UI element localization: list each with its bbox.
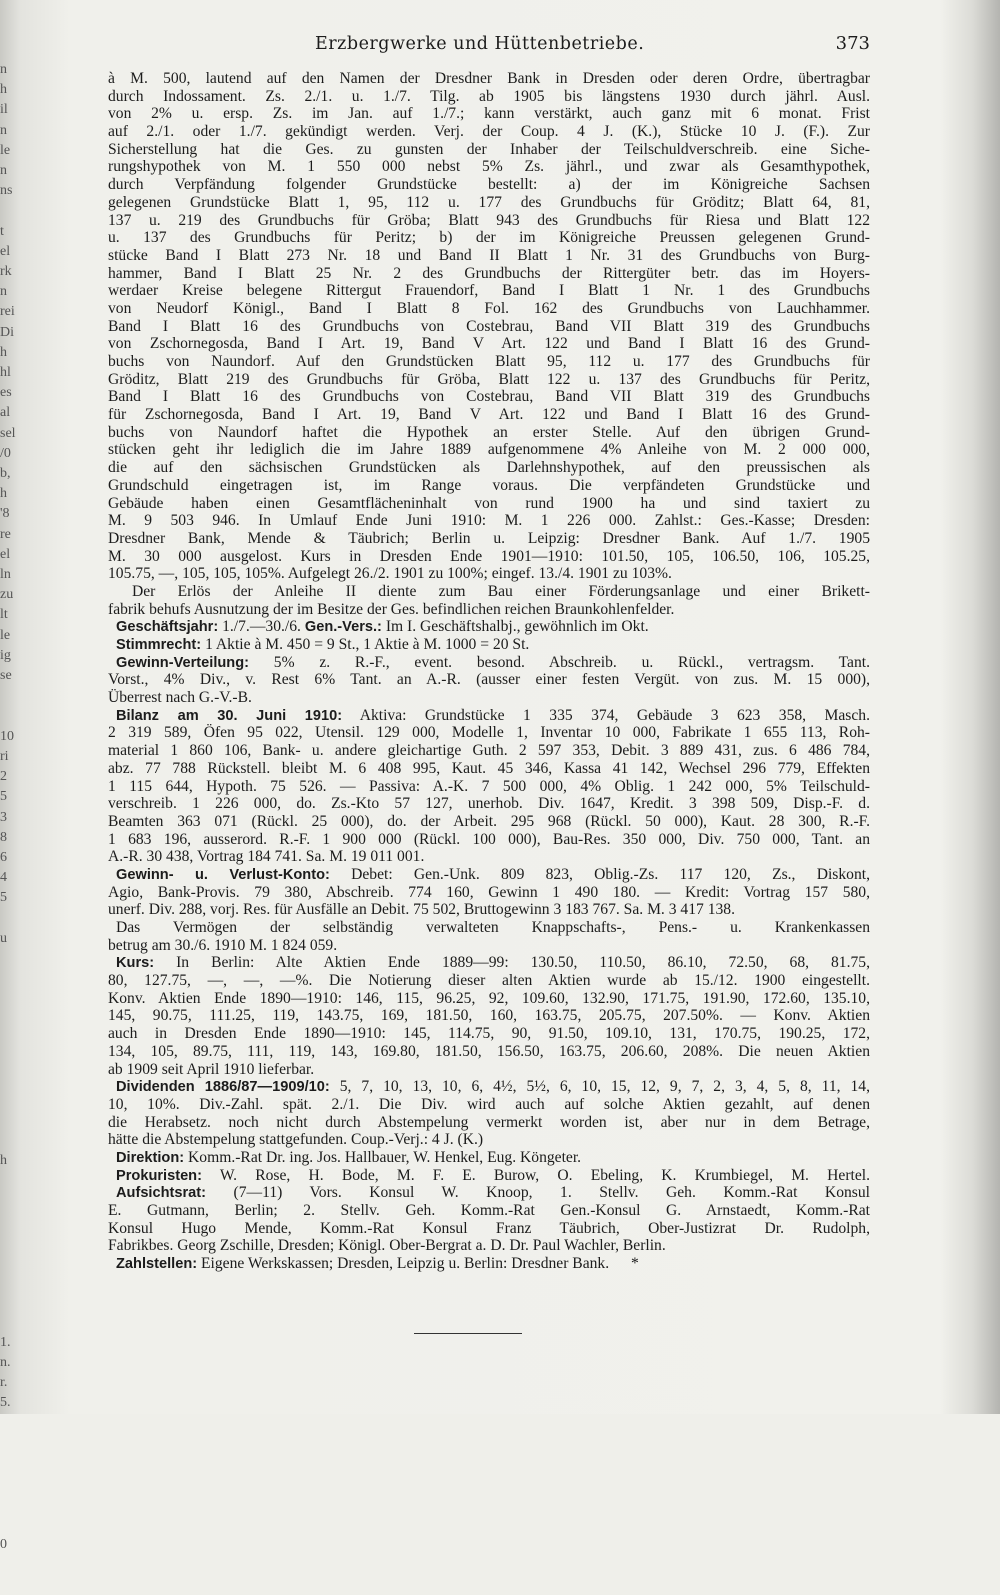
running-head-title: Erzbergwerke und Hüttenbetriebe.	[315, 34, 645, 54]
bleed-fragment: al	[0, 405, 11, 421]
line-text: Das Vermögen der selbständig verwalteten Knappschafts-, Pens.- u. Krankenkassen	[116, 919, 870, 936]
text-line	[108, 919, 870, 937]
bleed-fragment	[0, 201, 50, 221]
bleed-fragment: 1.	[0, 1334, 11, 1350]
line-text: verschreib. 1 226 000, do. Zs.-Kto 57 127, unerhob. Div. 1647, Kredit. 3 398 509, Disp.-F. d.	[108, 795, 870, 813]
text-line	[108, 1220, 870, 1238]
text-line	[108, 707, 870, 725]
line-text: In Berlin: Alte Aktien Ende 1889—99: 130.50, 110.50, 86.10, 72.50, 68, 81.75,	[176, 954, 870, 972]
bleed-fragment: 10	[0, 728, 14, 744]
line-text: 134, 105, 89.75, 111, 119, 143, 169.80, 181.50, 156.50, 163.75, 206.60, 208%. Die neuen Aktien	[108, 1042, 870, 1060]
bleed-fragment	[0, 1232, 50, 1252]
bleed-fragment: r.	[0, 1375, 8, 1391]
text-line	[108, 990, 870, 1008]
line-text: hätte die Abstempelung stattgefunden. Coup.-Verj.: 4 J. (K.)	[108, 1131, 484, 1149]
line-text: ab 1909 seit April 1910 lieferbar.	[108, 1060, 315, 1078]
geschaeftsjahr-label: Geschäftsjahr:	[116, 619, 219, 636]
line-text: 10, 10%. Div.-Zahl. spät. 2./1. Die Div. wird auch auf solche Aktien gezahlt, auf denen	[108, 1095, 870, 1113]
text-line: für Zschornegosda, Band I Art. 19, Band V Art. 122 und Band I Blatt 16 des Grund-	[108, 406, 870, 424]
bleed-fragment	[0, 1090, 50, 1110]
bleed-fragment: n	[0, 62, 7, 77]
bleed-fragment: 8	[0, 829, 7, 845]
text-line	[108, 1237, 870, 1255]
text-line	[108, 972, 870, 990]
text-line: auf 2./1. oder 1./7. gekündigt werden. Verj. der Coup. 4 J. (K.), Stücke 10 J. (F.). Zur	[108, 123, 870, 141]
bleed-fragment: ri	[0, 748, 9, 764]
bleed-fragment	[0, 1272, 50, 1292]
bleed-fragment	[0, 1010, 50, 1030]
gvk-label: Gewinn- u. Verlust-Konto:	[116, 866, 330, 883]
text-line	[108, 778, 870, 796]
bleed-fragment: el	[0, 546, 11, 562]
bleed-fragment	[0, 1555, 50, 1575]
text-line: rungshypothek von M. 1 550 000 nebst 5% Zs. jährl., und zwar als Gesamthypothek,	[108, 158, 870, 176]
geschaeftsjahr-line	[108, 618, 870, 636]
line-text: Beamten 363 071 (Rückl. 25 000), do. der Arbeit. 295 968 (Rückl. 50 000), Kaut. 28 300, R.-F.	[108, 812, 870, 830]
bleed-fragment: zu	[0, 587, 14, 603]
bleed-fragment: n.	[0, 1355, 11, 1370]
stimmrecht-line	[108, 636, 870, 654]
aufsichtsrat-label: Aufsichtsrat:	[116, 1185, 207, 1202]
line-text: 2 319 589, Öfen 95 022, Utensil. 129 000, Modelle 1, Inventar 10 000, Fabrikate 1 655 113, Roh-	[108, 724, 870, 742]
text-line	[108, 760, 870, 778]
text-line: durch Verpfändung folgender Grundstücke bestellt: a) der im Königreiche Sachsen	[108, 176, 870, 194]
bleed-fragment: ln	[0, 567, 11, 583]
bleed-fragment	[0, 1292, 50, 1312]
text-line	[108, 654, 870, 672]
page-body	[108, 70, 870, 1273]
bleed-fragment: ig	[0, 647, 11, 663]
prokuristen-text: W. Rose, H. Bode, M. F. E. Burow, O. Ebeling, K. Krumbiegel, M. Hertel.	[219, 1166, 870, 1184]
bleed-fragment: b,	[0, 466, 11, 482]
bleed-fragment: es	[0, 385, 12, 401]
bleed-fragment: Di	[0, 324, 14, 340]
bleed-fragment: h	[0, 344, 7, 360]
text-line: hammer, Band I Blatt 25 Nr. 2 des Grundbuchs der Rittergüter betr. das im Hoyers-	[108, 264, 870, 282]
bleed-fragment: 3	[0, 809, 7, 825]
text-line: von Neudorf Königl., Band I Blatt 8 Fol. 162 des Grundbuchs von Lauchhammer.	[108, 299, 870, 317]
line-text: A.-R. 30 438, Vortrag 184 741. Sa. M. 19 011 001.	[108, 848, 425, 866]
bleed-fragment	[0, 1111, 50, 1131]
line-text: betrug am 30./6. 1910 M. 1 824 059.	[108, 936, 338, 954]
bleed-fragment: rk	[0, 264, 12, 280]
dividenden-section	[108, 1078, 870, 1149]
text-line: 137 u. 219 des Grundbuchs für Gröba; Blatt 943 des Grundbuchs für Riesa und Blatt 122	[108, 211, 870, 229]
bilanz-section	[108, 707, 870, 866]
text-line: stücken geht ihr lediglich die im Jahre 1889 aufgenommene 4% Anleihe von M. 2 000 000,	[108, 441, 870, 459]
text-line	[108, 1202, 870, 1220]
bleed-fragment: se	[0, 668, 12, 684]
text-line: durch Indossament. Zs. 2./1. u. 1./7. Tilg. ab 1905 bis längstens 1930 durch jährl. Ausl.	[108, 87, 870, 105]
direktion-line	[108, 1149, 870, 1167]
text-line	[108, 901, 870, 919]
bleed-fragment	[0, 1474, 50, 1494]
text-line: buchs von Naundorf. Auf den Grundstücken Blatt 95, 112 u. 177 des Grundbuchs für	[108, 353, 870, 370]
bleed-fragment	[0, 1212, 50, 1232]
text-line	[108, 813, 870, 831]
text-line	[108, 831, 870, 849]
genvers-label: Gen.-Vers.:	[304, 619, 382, 636]
bleed-fragment: 4	[0, 870, 7, 886]
gewinn-verteilung-section	[108, 654, 870, 707]
line-text: 145, 90.75, 111.25, 119, 143.75, 169, 181.50, 160, 163.75, 205.75, 207.50%. — Konv. Aktien	[108, 1007, 870, 1025]
line-text: abz. 77 788 Rückstell. bleibt M. 6 408 995, Kaut. 45 346, Kassa 41 142, Wechsel 296 779, Effekten	[108, 759, 870, 777]
direktion-label: Direktion:	[116, 1149, 185, 1166]
line-text: Fabrikbes. Georg Zschille, Dresden; Königl. Ober-Bergrat a. D. Dr. Paul Wachler, Berlin.	[108, 1237, 666, 1255]
zahlstellen-line	[108, 1255, 870, 1273]
bleed-fragment: hl	[0, 365, 11, 381]
bleed-fragment	[0, 969, 50, 989]
line-text: unerf. Div. 288, vorj. Res. für Ausfälle an Debit. 75 502, Bruttogewinn 3 183 767. Sa. M. 3 417 138.	[108, 901, 736, 919]
bleed-fragment	[0, 1171, 50, 1191]
text-line: die auf den sächsischen Grundstücken als Darlehnshypothek, auf den preussischen als	[108, 459, 870, 477]
text-line	[108, 1078, 870, 1096]
line-text: Debet: Gen.-Unk. 809 823, Oblig.-Zs. 117 120, Zs., Diskont,	[351, 865, 870, 883]
text-line: Band I Blatt 16 des Grundbuchs von Costebrau, Band VII Blatt 319 des Grundbuchs	[108, 317, 870, 335]
text-line: werdaer Kreise belegene Rittergut Frauendorf, Band I Blatt 1 Nr. 1 des Grundbuchs	[108, 282, 870, 300]
line-text: Überrest nach G.-V.-B.	[108, 689, 252, 707]
text-line: buchs von Naundorf haftet die Hypothek an erster Stelle. Auf den übrigen Grund-	[108, 423, 870, 441]
bond-use-paragraph	[108, 583, 870, 618]
bleed-fragment: 2	[0, 769, 7, 785]
line-text: 80, 127.75, —, —, —%. Die Notierung dieser alten Aktien wurde ab 15./12. 1900 eingestellt.	[108, 972, 870, 990]
prokuristen-line	[108, 1167, 870, 1185]
line-text: Aktiva: Grundstücke 1 335 374, Gebäude 3 623 358, Masch.	[359, 706, 870, 724]
bleed-fragment	[0, 1414, 50, 1434]
bleed-fragment	[0, 1454, 50, 1474]
zahlstellen-text: Eigene Werkskassen; Dresden, Leipzig u. Berlin: Dresdner Bank.	[201, 1255, 610, 1273]
text-line: 105.75, —, 105, 105, 105%. Aufgelegt 26./2. 1901 zu 100%; eingef. 13./4. 1901 zu 103%.	[108, 565, 672, 583]
text-line	[108, 1096, 870, 1114]
stimmrecht-label: Stimmrecht:	[116, 637, 202, 653]
bleed-fragment	[0, 1070, 50, 1090]
kurs-label: Kurs:	[116, 955, 155, 972]
bilanz-label: Bilanz am 30. Juni 1910:	[116, 707, 343, 724]
gewinn-label: Gewinn-Verteilung:	[116, 654, 249, 671]
gewinn-verlust-section	[108, 866, 870, 919]
bleed-fragment: ns	[0, 183, 13, 199]
text-line	[108, 937, 870, 955]
text-line	[108, 884, 870, 902]
genvers-text: Im I. Geschäftshalbj., gewöhnlich im Okt.	[385, 618, 649, 636]
bleed-fragment	[0, 1434, 50, 1454]
bleed-fragment: /0	[0, 445, 11, 461]
bleed-fragment	[0, 1191, 50, 1211]
line-text: (7—11) Vors. Konsul W. Knoop, 1. Stellv. Geh. Komm.-Rat Konsul	[233, 1184, 870, 1202]
text-line: Dresdner Bank, Mende & Täubrich; Berlin u. Leipzig: Dresdner Bank. Auf 1./7. 1905	[108, 529, 870, 547]
text-line: Gebäude haben einen Gesamtflächeninhalt von rund 1900 ha und sind taxiert zu	[108, 494, 870, 512]
bleed-fragment	[0, 1313, 50, 1333]
text-line	[108, 724, 870, 742]
bleed-fragment: h	[0, 486, 7, 502]
text-line	[108, 795, 870, 813]
bleed-fragment: n	[0, 122, 7, 138]
text-line: gelegenen Grundstücke Blatt 1, 95, 112 u. 177 des Grundbuchs für Gröditz; Blatt 64, 81,	[108, 193, 870, 211]
prokuristen-label: Prokuristen:	[116, 1167, 202, 1184]
line-text: die Herabsetz. noch nicht durch Abstempelung vermerkt worden ist, aber nur in dem Betrage,	[108, 1113, 870, 1131]
bleed-fragment: rei	[0, 304, 15, 320]
text-line	[108, 1007, 870, 1025]
bleed-fragment	[0, 1515, 50, 1535]
text-line: von Zschornegosda, Band I Art. 19, Band V Art. 122 und Band I Blatt 16 des Grund-	[108, 335, 870, 353]
line-text: 1 683 196, ausserord. R.-F. 1 900 000 (Rückl. 100 000), Bau-Res. 350 000, Div. 750 000, Tant. an	[108, 830, 870, 848]
bleed-fragment	[0, 989, 50, 1009]
text-line	[108, 848, 870, 866]
bleed-fragment	[0, 1050, 50, 1070]
running-head	[108, 34, 870, 60]
bleed-fragment	[0, 1252, 50, 1272]
bleed-fragment	[0, 1575, 50, 1595]
line-text: E. Gutmann, Berlin; 2. Stellv. Geh. Komm.-Rat Gen.-Konsul G. Arnstaedt, Komm.-Rat	[108, 1202, 870, 1219]
text-line: Grundschuld eingetragen ist, im Range voraus. Die verpfändeten Grundstücke und	[108, 476, 870, 494]
dividenden-label: Dividenden 1886/87—1909/10:	[116, 1079, 330, 1096]
text-line: von 2% u. ersp. Zs. im Jan. auf 1./7.; kann verstärkt, auch ganz mit 6 monat. Frist	[108, 105, 870, 123]
zahlstellen-label: Zahlstellen:	[116, 1256, 198, 1273]
bleed-fragment	[0, 909, 50, 929]
bleed-fragment: le	[0, 142, 11, 158]
page-number: 373	[835, 33, 870, 54]
text-line	[108, 866, 870, 884]
text-line: u. 137 des Grundbuchs für Peritz; b) der im Königreiche Preussen gelegenen Grund-	[108, 229, 870, 247]
bleed-fragment	[0, 686, 50, 706]
bleed-fragment: h	[0, 82, 7, 98]
bleed-fragment: 0	[0, 1536, 7, 1552]
text-line: Der Erlös der Anleihe II diente zum Bau einer Förderungsanlage und einer Brikett-	[132, 582, 870, 600]
line-text: 1 115 644, Hypoth. 75 526. — Passiva: A.-K. 7 500 000, 4% Oblig. 1 242 000, 5% Teilschuld-	[108, 777, 870, 795]
bleed-fragment	[0, 1131, 50, 1151]
line-text: auch in Dresden Ende 1890—1910: 145, 114.75, 90, 91.50, 109.10, 131, 170.75, 190.25, 172,	[108, 1025, 870, 1043]
bleed-fragment: re	[0, 526, 11, 542]
line-text: material 1 860 106, Bank- u. andere gleichartige Guth. 2 597 353, Debit. 3 889 431, zus. 6 486 784,	[108, 742, 870, 760]
bleed-fragment: el	[0, 243, 11, 259]
bleed-fragment: sel	[0, 425, 16, 441]
line-text: Konv. Aktien Ende 1890—1910: 146, 115, 96.25, 92, 109.60, 132.90, 171.75, 191.90, 172.60, 135.10,	[108, 989, 870, 1007]
bleed-fragment: lt	[0, 607, 8, 623]
bleed-fragment: 5.	[0, 1395, 11, 1411]
text-line: Gröditz, Blatt 219 des Grundbuchs für Gröba, Blatt 122 u. 137 des Grundbuchs für Peritz,	[108, 370, 870, 388]
bleed-fragment: il	[0, 102, 8, 118]
asterisk-mark: *	[631, 1255, 639, 1273]
bleed-fragment	[0, 1030, 50, 1050]
text-line	[108, 1025, 870, 1043]
text-line	[108, 671, 870, 689]
previous-page-bleed	[0, 60, 50, 1552]
bleed-fragment	[0, 949, 50, 969]
line-text: 5, 7, 10, 13, 10, 6, 4½, 5½, 6, 10, 15, 12, 9, 7, 2, 3, 4, 5, 8, 11, 14,	[339, 1078, 870, 1096]
bleed-fragment: u	[0, 930, 7, 946]
kurs-section	[108, 954, 870, 1078]
geschaeftsjahr-text: 1./7.—30./6.	[222, 618, 301, 636]
bleed-fragment: n	[0, 163, 7, 179]
stimmrecht-text: 1 Aktie à M. 450 = 9 St., 1 Aktie à M. 1000 = 20 St.	[205, 636, 530, 653]
bleed-fragment	[0, 707, 50, 727]
footer-rule	[414, 1333, 522, 1334]
text-line	[108, 1131, 870, 1149]
bleed-fragment: 5	[0, 890, 7, 906]
aufsichtsrat-section	[108, 1184, 870, 1255]
text-line	[108, 742, 870, 760]
line-text: Vorst., 4% Div., v. Rest 6% Tant. an A.-R. (ausser einer festen Vergüt. von zus. M. 15 000),	[108, 671, 870, 689]
text-line	[108, 1061, 870, 1079]
text-line: M. 9 503 946. In Umlauf Ende Juni 1910: M. 1 226 000. Zahlst.: Ges.-Kasse; Dresden:	[108, 512, 870, 530]
text-line: Band I Blatt 16 des Grundbuchs von Costebrau, Band VII Blatt 319 des Grundbuchs	[108, 388, 870, 406]
text-line	[108, 954, 870, 972]
text-line	[108, 689, 870, 707]
text-line	[108, 1043, 870, 1061]
direktion-text: Komm.-Rat Dr. ing. Jos. Hallbauer, W. Henkel, Eug. Köngeter.	[188, 1148, 582, 1166]
bond-paragraph	[108, 70, 870, 583]
line-text: Agio, Bank-Provis. 79 380, Abschreib. 774 160, Gewinn 1 490 180. — Kredit: Vortrag 157 580,	[108, 883, 870, 901]
text-line	[108, 1114, 870, 1132]
bleed-fragment: '8	[0, 506, 10, 522]
bleed-fragment	[0, 1494, 50, 1514]
bleed-fragment: t	[0, 223, 4, 239]
bleed-fragment: 5	[0, 789, 7, 805]
bleed-fragment: le	[0, 627, 11, 643]
text-line: stücke Band I Blatt 273 Nr. 18 und Band II Blatt 1 Nr. 31 des Grundbuchs von Burg-	[108, 246, 870, 264]
knappschaft-paragraph	[108, 919, 870, 954]
text-line: Sicherstellung hat die Ges. zu gunsten der Inhaber der Teilschuldverschreib. eine Siche-	[108, 140, 870, 158]
text-line	[108, 1184, 870, 1202]
bleed-fragment: n	[0, 284, 7, 300]
bleed-fragment: h	[0, 1152, 7, 1168]
line-text: 5% z. R.-F., event. besond. Abschreib. u. Rückl., vertragsm. Tant.	[273, 653, 870, 671]
bleed-fragment: 6	[0, 849, 7, 865]
text-line: M. 30 000 ausgelost. Kurs in Dresden Ende 1901—1910: 101.50, 105, 106.50, 106, 105.25,	[108, 547, 870, 565]
text-line: fabrik behufs Ausnutzung der im Besitze der Ges. befindlichen reichen Braunkohlenfelder.	[108, 600, 675, 618]
text-line: à M. 500, lautend auf den Namen der Dresdner Bank in Dresden oder deren Ordre, übertragbar	[108, 70, 870, 87]
line-text: Konsul Hugo Mende, Komm.-Rat Konsul Franz Täubrich, Ober-Justizrat Dr. Rudolph,	[108, 1219, 870, 1237]
